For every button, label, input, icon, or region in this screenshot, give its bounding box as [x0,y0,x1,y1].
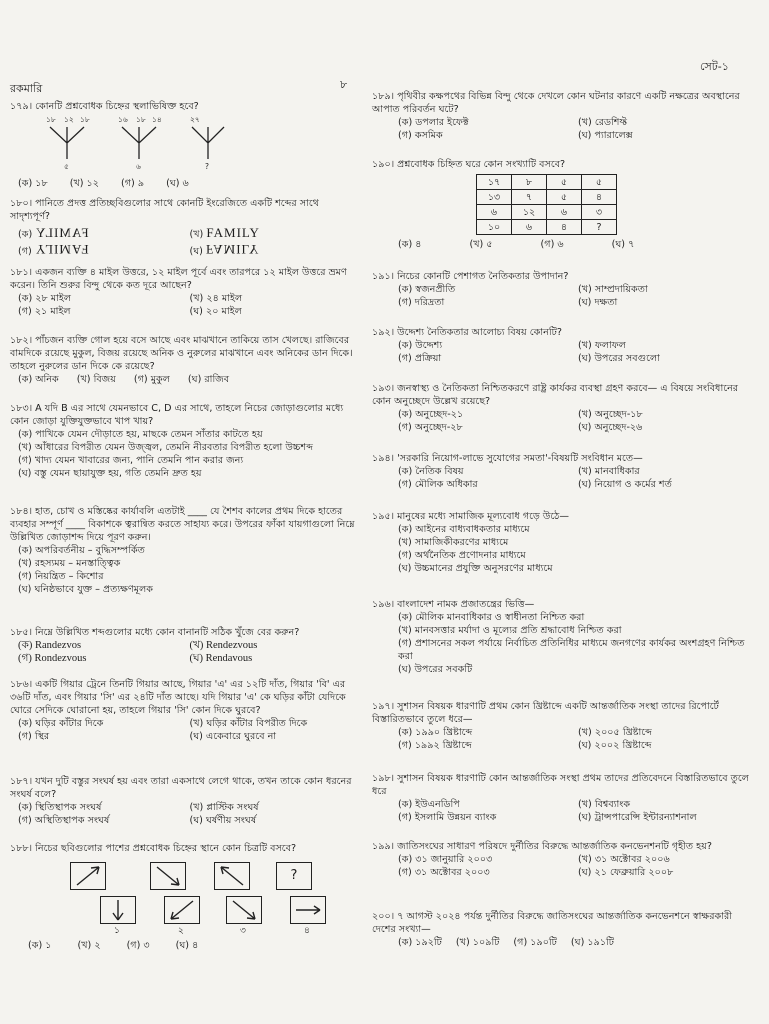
option: (ক) পাখিকে যেমন দৌড়াতে হয়, মাছকে তেমন সাঁতার কাটতে হয় [18,429,263,440]
question-text: ১৯৫। মানুষের মধ্যে সামাজিক মূল্যবোধ গড়ে উঠে— [372,511,569,522]
question-196 [372,598,752,676]
question-197 [372,700,752,752]
question-text: ১৯৬। বাংলাদেশ নামক প্রজাতন্ত্রের ভিত্তি— [372,599,535,610]
figure-label: ১ [114,926,120,936]
question-195 [372,510,752,575]
option: (খ) রেডশিফ্ট [578,117,628,128]
question-text: ১৯১। নিচের কোনটি পেশাগত নৈতিকতার উপাদান? [372,271,569,282]
question-184 [10,505,355,596]
option: (গ) খাদ্য যেমন খাবারের জন্য, পানি তেমনি পান করার জন্য [18,455,244,466]
question-text: ১৮১। একজন ব্যক্তি ৪ মাইল উত্তরে, ১২ মাইল পূর্বে এবং তারপরে ১২ মাইল উত্তরে ভ্রমণ করেন। তিনি শুরুর বিন্দু থেকে কত দূরে আছেন? [10,267,347,291]
figure-label: ৪ [304,926,310,936]
option: (খ) প্লাস্টিক সংঘর্ষ [189,802,259,813]
question-text: ১৭৯। কোনটি প্রশ্নবোধক চিহ্নের স্থলাভিষিক্ত হবে? [10,101,199,112]
question-text: ১৮৮। নিচের ছবিগুলোর পাশের প্রশ্নবোধক চিহ্নের স্থানে কোন চিত্রটি বসবে? [10,843,297,854]
option: (খ) Rendezvous [189,640,258,651]
option: (ঘ) ঘর্ষণীয় সংঘর্ষ [189,815,257,826]
option: (খ) বিশ্বব্যাংক [578,799,631,810]
option: (গ) প্রশাসনের সকল পর্যায়ে নির্বাচিত প্রতিনিধির মাধ্যমে জনগণের কার্যকর অংশগ্রহণ নিশ্চিত করা [398,638,745,662]
tree-top-2: ১২ [64,115,74,124]
option: (ক) স্থিতিস্থাপক সংঘর্ষ [18,802,102,813]
figure-box [100,896,136,924]
question-183 [10,402,355,480]
option: (গ) ইসলামি উন্নয়ন ব্যাংক [398,812,497,823]
publisher-name: রকমারি [10,82,43,95]
option: (খ) ১০৯টি [455,937,500,948]
tree-top-7: ২৭ [190,115,200,124]
option: (গ) মুকুল [133,374,170,385]
figure-box [150,862,186,890]
grid-cell: ১০ [477,220,512,235]
question-text: ১৮২। পাঁচজন ব্যক্তি গোল হয়ে বসে আছে এবং মাঝখানে তাকিয়ে তাস খেলছে। রাজিবের বামদিকে রয়েছে মুকুল, বিজয় রয়েছে অনিক ও নুরুলের মাঝখানে এবং অনিকের ডান দিকে। তাহলে নুরুলের ডান দিকে কে রয়েছে? [10,335,353,372]
option: (ঘ) দক্ষতা [578,297,618,308]
option: (গ) নিয়ন্ত্রিত – কিশোর [18,571,104,582]
question-text: ১৮৯। পৃথিবীর কক্ষপথের বিভিন্ন বিন্দু থেকে দেখলে কোন ঘটনার কারণে একটি নক্ষত্রের অবস্থানের আপাত পরিবর্তন ঘটে? [372,91,740,115]
grid-cell: ৫ [547,175,582,190]
figure-label: ৩ [240,926,246,936]
option: (ঘ) রাজিব [187,374,230,385]
option: (ক) Randezvos [18,640,82,651]
grid-cell: ? [582,220,617,235]
question-text: ১৯২। উদ্দেশ্য নৈতিকতার আলোচ্য বিষয় কোনটি? [372,327,562,338]
question-181 [10,266,355,318]
grid-cell: ১৩ [477,190,512,205]
question-text: ১৮৩। A যদি B এর সাথে যেমনভাবে C, D এর সাথে, তাহলে নিচের জোড়াগুলোর মধ্যে কোন জোড়া যুক্তিযুক্তভাবে খাপ খায়? [10,403,344,427]
option: (ক) অনুচ্ছেদ-২১ [398,409,464,420]
question-180 [10,197,355,258]
option: (গ) প্রক্রিয়া [398,353,442,364]
option: (ক) ১ [28,940,52,951]
question-185 [10,626,355,665]
option: (গ) দরিদ্রতা [398,297,445,308]
question-191 [372,270,752,309]
option: (খ) ২০০৫ খ্রিষ্টাব্দে [578,727,652,738]
option: (গ) ১৯৯২ খ্রিষ্টাব্দে [398,740,472,751]
option: (ক) আইনের বাধ্যবাধকতার মাধ্যমে [398,524,530,535]
option: (ক) ১৮ [18,178,48,189]
question-194 [372,452,752,491]
option: (ক) মৌলিক মানবাধিকার ও স্বাধীনতা নিশ্চিত করা [398,612,585,623]
tree-top-3: ১৮ [80,115,90,124]
question-198 [372,772,752,824]
grid-cell: ৩ [582,205,617,220]
question-190 [372,158,752,251]
question-188 [10,842,360,855]
question-179 [10,100,355,190]
tree-diagram [40,113,260,173]
option: (গ) অনুচ্ছেদ-২৮ [398,422,463,433]
option: (ক) ৩১ জানুয়ারি ২০০৩ [398,854,493,865]
option: (খ) ৩১ অক্টোবর ২০০৬ [578,854,670,865]
option: (গ) অস্থিতিস্থাপক সংঘর্ষ [18,815,110,826]
figure-box [290,896,326,924]
question-text: ১৯৭। সুশাসন বিষয়ক ধারণাটি প্রথম কোন খ্রিষ্টাব্দে একটি আন্তর্জাতিক সংস্থা তাদের রিপোর্টে বিস্তারিতভাবে তুলে ধরে— [372,701,719,725]
option: (ঘ) বস্তু যেমন ছায়াযুক্ত হয়, গতি তেমনি দ্রুত হয় [18,468,202,479]
option: (খ) অনুচ্ছেদ-১৮ [578,409,643,420]
option: (খ) ফলাফল [578,340,626,351]
option: (ঘ) প্যারালেক্স [578,130,633,141]
option: (গ) অর্থনৈতিক প্রণোদনার মাধ্যমে [398,550,526,561]
grid-cell: ৫ [582,175,617,190]
tree-top-1: ১৮ [46,115,56,124]
question-193 [372,382,752,434]
option-label: (খ) [189,229,204,240]
tree-bottom-2: ৬ [136,162,141,171]
option: (ক) ২৮ মাইল [18,293,72,304]
tree-bottom-3: ? [205,162,209,171]
option: (ঘ) ১৯১টি [570,937,615,948]
option: (গ) ৯ [121,178,145,189]
option: (ক) ঘড়ির কাঁটার দিকে [18,718,104,729]
option: (ঘ) নিয়োগ ও কর্মের শর্ত [578,479,672,490]
option: (খ) মানবসত্তার মর্যাদা ও মূল্যের প্রতি শ্রদ্ধাবোধ নিশ্চিত করা [398,625,622,636]
option: (ক) অপরিবর্তনীয় – বুদ্ধিসম্পর্কিত [18,545,145,556]
grid-cell: ৪ [582,190,617,205]
option: (ঘ) ৭ [611,239,635,250]
option: (ঘ) উচ্চমানের প্রযুক্তি অনুসরণের মাধ্যমে [398,563,553,574]
question-text: ১৮৬। একটি গিয়ার ট্রেনে তিনটি গিয়ার আছে, গিয়ার 'এ' এর ১২টি দাঁত, গিয়ার 'বি' এর ৩৬টি দাঁত, এবং গিয়ার 'সি' এর ২৪টি দাঁত আছে। যদি গিয়ার 'এ' কে ঘড়ির কাঁটা যেদিকে ঘোরে সেদিকে ঘোরানো হয়, তাহলে গিয়ার 'সি' কোন দিকে ঘুরবে? [10,679,346,716]
option: (খ) সামাজিকীকরণের মাধ্যমে [398,537,509,548]
option: (ঘ) ঘনিষ্ঠভাবে যুক্ত – প্রত্যক্ষণমূলক [18,584,153,595]
question-text: ১৯৪। 'সরকারি নিয়োগ-লাভে সুযোগের সমতা'-বিষয়টি সংবিধান মতে— [372,453,643,464]
option: (ঘ) ৪ [175,940,199,951]
tree-top-5: ১৮ [136,115,146,124]
figure-label: ২ [178,926,184,936]
option: (খ) ৫ [469,239,493,250]
option: (ঘ) ৬ [166,178,189,189]
option: (ঘ) ২০০২ খ্রিষ্টাব্দে [578,740,652,751]
figure-box [226,896,262,924]
question-text: ১৯০। প্রশ্নবোধক চিহ্নিত ঘরে কোন সংখ্যাটি বসবে? [372,159,566,170]
grid-cell: ৬ [512,220,547,235]
question-text: ২০০। ৭ আগস্ট ২০২৪ পর্যন্ত দুর্নীতির বিরুদ্ধে জাতিসংঘের আন্তর্জাতিক কনভেনশনে স্বাক্ষরকারী দেশের সংখ্যা— [372,911,732,935]
option: (গ) কসমিক [398,130,443,141]
question-182 [10,334,355,386]
option: (ক) ১৯২টি [398,937,442,948]
option: (গ) ১৯০টি [513,937,557,948]
option: (খ) বিজয় [76,374,116,385]
option: (ঘ) ২১ ফেব্রুয়ারি ২০০৮ [578,867,674,878]
question-text: ১৯৩। জনস্বাস্থ্য ও নৈতিকতা নিশ্চিতকরণে রাষ্ট্র কার্যকর ব্যবস্থা গ্রহণ করবে— এ বিষয়ে সংবিধানের কোন অনুচ্ছেদে উল্লেখ রয়েছে? [372,383,739,407]
question-text: ১৮৪। হাত, চোখ ও মস্তিষ্কের কার্যাবলি এতটাই ____ যে শৈশব কালের প্রথম দিকে হাতের ব্যবহার সম্পূর্ণ ____ বিকাশকে ত্বরান্বিত করতে সাহায্য করে। উপরের ফাঁকা যায়গাগুলো নিম্নে উল্লিখিত জোড়াশব্দ দিয়ে পূরণ করুন। [10,506,355,543]
question-199 [372,840,752,879]
grid-cell: ১৭ [477,175,512,190]
option: (গ) Rondezvous [18,653,87,664]
option: (গ) ৬ [540,239,564,250]
option: (ক) ডপলার ইফেক্ট [398,117,469,128]
option: (ক) স্বজনপ্রীতি [398,284,456,295]
option: (ঘ) ট্রান্সপারেন্সি ইন্টারন্যাশনাল [578,812,697,823]
question-192 [372,326,752,365]
question-187 [10,775,355,827]
question-mark-box: ? [276,862,312,890]
grid-cell: ৫ [547,190,582,205]
tree-bottom-1: ৫ [64,162,69,171]
grid-cell: ৬ [547,205,582,220]
grid-cell: ৮ [512,175,547,190]
option: (ক) নৈতিক বিষয় [398,466,464,477]
page-number: ৮ [340,78,348,91]
option: (খ) ১২ [69,178,100,189]
option: (খ) মানবাধিকার [578,466,640,477]
question-text: ১৮৫। নিম্নে উল্লিখিত শব্দগুলোর মধ্যে কোন বানানটি সঠিক খুঁজে বের করুন? [10,627,300,638]
flipped-word: FAMILY [205,242,260,257]
grid-cell: ৪ [547,220,582,235]
option: (গ) মৌলিক অধিকার [398,479,478,490]
question-text: ১৮৭। যখন দুটি বস্তুর সংঘর্ষ হয় এবং তারা একসাথে লেগে থাকে, তখন তাকে কোন ধরনের সংঘর্ষ বলে? [10,776,352,800]
mirrored-word: FAMILY [35,225,89,240]
option: (গ) স্থির [18,731,50,742]
question-200 [372,910,752,949]
option-label: (ঘ) [189,246,203,257]
set-label: সেট-১ [700,60,729,73]
option: (ক) উদ্দেশ্য [398,340,443,351]
tree-top-4: ১৬ [118,115,128,124]
figure-box [70,862,106,890]
grid-cell: ১২ [512,205,547,220]
option-label: (ক) [18,229,33,240]
question-text: ১৮০। পানিতে প্রদত্ত প্রতিচ্ছবিগুলোর সাথে কোনটি ইংরেজিতে একটি শব্দের সাথে সাদৃশ্যপূর্ণ? [10,198,319,222]
option: (ঘ) ২০ মাইল [189,306,242,317]
rotated-word: FAMILY [34,242,89,257]
option: (ঘ) একেবারে ঘুরবে না [189,731,277,742]
option: (খ) ২৪ মাইল [189,293,243,304]
number-grid [476,174,617,235]
option: (ক) ৪ [398,239,422,250]
option: (খ) ২ [77,940,101,951]
option: (ক) অনিক [18,374,59,385]
grid-cell: ৭ [512,190,547,205]
question-text: ১৯৮। সুশাসন বিষয়ক ধারণাটি কোন আন্তর্জাতিক সংস্থা প্রথম তাদের প্রতিবেদনে বিস্তারিতভাবে তুলে ধরে [372,773,749,797]
option-label: (গ) [18,246,32,257]
option: (খ) সাম্প্রদায়িকতা [578,284,648,295]
option: (খ) রহস্যময় – মনস্তাত্ত্বিক [18,558,121,569]
tree-top-6: ১৪ [152,115,162,124]
figure-box [164,896,200,924]
option: (ঘ) Rendavous [189,653,253,664]
option: (খ) আঁধারের বিপরীত যেমন উজ্জ্বল, তেমনি নীরবতার বিপরীত হলো উচ্চশব্দ [18,442,313,453]
option: (খ) ঘড়ির কাঁটার বিপরীত দিকে [189,718,308,729]
option: (ঘ) উপরের সবকটি [398,664,473,675]
question-186 [10,678,355,743]
question-189 [372,90,752,142]
option: (ঘ) উপরের সবগুলো [578,353,660,364]
option: (গ) ৩১ অক্টোবর ২০০৩ [398,867,490,878]
option: (ক) ইউএনডিপি [398,799,460,810]
figure-box [214,862,250,890]
option: (ঘ) অনুচ্ছেদ-২৬ [578,422,643,433]
option: (গ) ৩ [126,940,150,951]
word: FAMILY [206,225,260,240]
question-188-options [28,939,348,952]
grid-cell: ৬ [477,205,512,220]
option: (ক) ১৯৯০ খ্রিষ্টাব্দে [398,727,473,738]
question-text: ১৯৯। জাতিসংঘের সাধারণ পরিষদে দুর্নীতির বিরুদ্ধে আন্তর্জাতিক কনভেনশনটি গৃহীত হয়? [372,841,712,852]
option: (গ) ২১ মাইল [18,306,71,317]
